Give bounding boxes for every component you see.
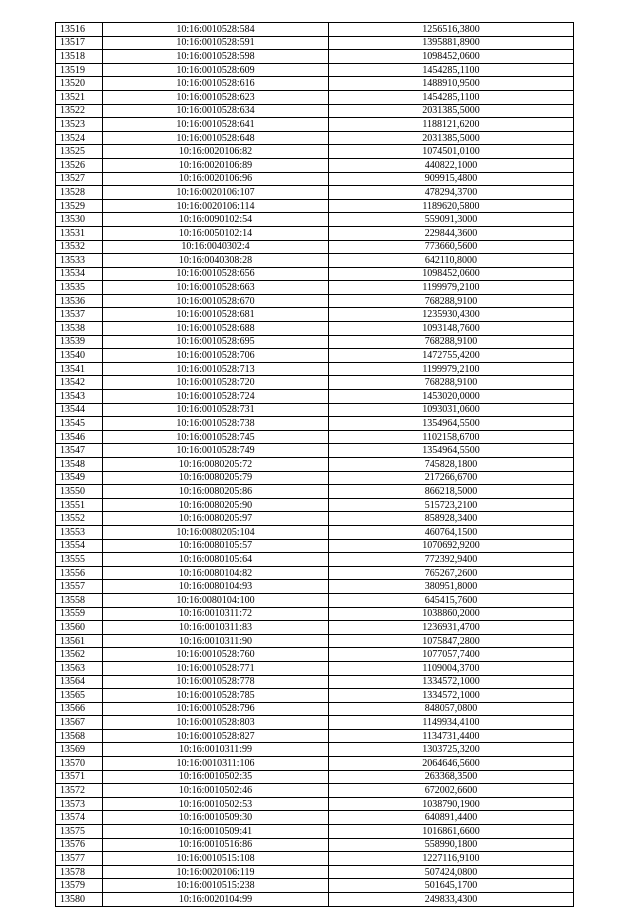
cadastral-value-cell: 507424,0800 (329, 865, 574, 879)
cadastral-number-cell: 10:16:0080104:93 (103, 580, 329, 594)
cadastral-number-cell: 10:16:0010528:760 (103, 648, 329, 662)
table-row (56, 444, 574, 458)
cadastral-value-cell: 1488910,9500 (329, 77, 574, 91)
cadastral-number-cell: 10:16:0020104:99 (103, 893, 329, 907)
cadastral-value-cell: 848057,0800 (329, 702, 574, 716)
table-row (56, 158, 574, 172)
table-row (56, 471, 574, 485)
table-row (56, 716, 574, 730)
cadastral-value-cell: 858928,3400 (329, 512, 574, 526)
row-number-cell: 13518 (56, 50, 103, 64)
table-row (56, 199, 574, 213)
table-row (56, 226, 574, 240)
table-row (56, 50, 574, 64)
table-row (56, 430, 574, 444)
cadastral-number-cell: 10:16:0010528:749 (103, 444, 329, 458)
cadastral-number-cell: 10:16:0010502:53 (103, 797, 329, 811)
cadastral-value-cell: 1453020,0000 (329, 390, 574, 404)
table-row (56, 566, 574, 580)
cadastral-number-cell: 10:16:0010528:785 (103, 689, 329, 703)
cadastral-value-cell: 1354964,5500 (329, 444, 574, 458)
table-row (56, 825, 574, 839)
row-number-cell: 13548 (56, 458, 103, 472)
table-row (56, 770, 574, 784)
row-number-cell: 13566 (56, 702, 103, 716)
cadastral-value-cell: 642110,8000 (329, 254, 574, 268)
table-row (56, 539, 574, 553)
table-row (56, 729, 574, 743)
row-number-cell: 13578 (56, 865, 103, 879)
cadastral-number-cell: 10:16:0010528:688 (103, 322, 329, 336)
row-number-cell: 13522 (56, 104, 103, 118)
cadastral-number-cell: 10:16:0010311:72 (103, 607, 329, 621)
row-number-cell: 13541 (56, 362, 103, 376)
cadastral-value-cell: 1334572,1000 (329, 675, 574, 689)
row-number-cell: 13563 (56, 661, 103, 675)
cadastral-value-cell: 672002,6600 (329, 784, 574, 798)
row-number-cell: 13555 (56, 553, 103, 567)
cadastral-number-cell: 10:16:0010502:46 (103, 784, 329, 798)
table-row (56, 213, 574, 227)
cadastral-number-cell: 10:16:0010311:99 (103, 743, 329, 757)
row-number-cell: 13543 (56, 390, 103, 404)
row-number-cell: 13527 (56, 172, 103, 186)
row-number-cell: 13552 (56, 512, 103, 526)
table-row (56, 512, 574, 526)
row-number-cell: 13573 (56, 797, 103, 811)
row-number-cell: 13540 (56, 349, 103, 363)
cadastral-number-cell: 10:16:0020106:82 (103, 145, 329, 159)
table-row (56, 240, 574, 254)
cadastral-value-cell: 2064646,5600 (329, 757, 574, 771)
table-row (56, 77, 574, 91)
row-number-cell: 13539 (56, 335, 103, 349)
row-number-cell: 13529 (56, 199, 103, 213)
cadastral-value-cell: 558990,1800 (329, 838, 574, 852)
row-number-cell: 13550 (56, 485, 103, 499)
row-number-cell: 13546 (56, 430, 103, 444)
cadastral-value-cell: 249833,4300 (329, 893, 574, 907)
table-row (56, 403, 574, 417)
table-row (56, 349, 574, 363)
cadastral-number-cell: 10:16:0010528:827 (103, 729, 329, 743)
cadastral-number-cell: 10:16:0010528:623 (103, 90, 329, 104)
cadastral-value-cell: 1354964,5500 (329, 417, 574, 431)
row-number-cell: 13569 (56, 743, 103, 757)
table-row (56, 63, 574, 77)
cadastral-number-cell: 10:16:0010515:238 (103, 879, 329, 893)
cadastral-value-cell: 2031385,5000 (329, 131, 574, 145)
table-row (56, 294, 574, 308)
cadastral-number-cell: 10:16:0010528:713 (103, 362, 329, 376)
table-row (56, 172, 574, 186)
table-row (56, 893, 574, 907)
table-row (56, 485, 574, 499)
cadastral-value-cell: 1134731,4400 (329, 729, 574, 743)
table-row (56, 661, 574, 675)
table-row (56, 852, 574, 866)
cadastral-number-cell: 10:16:0090102:54 (103, 213, 329, 227)
cadastral-value-cell: 1256516,3800 (329, 23, 574, 37)
cadastral-value-cell: 1109004,3700 (329, 661, 574, 675)
cadastral-number-cell: 10:16:0080205:86 (103, 485, 329, 499)
table-row (56, 879, 574, 893)
cadastral-number-cell: 10:16:0010528:591 (103, 36, 329, 50)
cadastral-value-cell: 478294,3700 (329, 186, 574, 200)
row-number-cell: 13572 (56, 784, 103, 798)
table-row (56, 607, 574, 621)
table-row (56, 757, 574, 771)
cadastral-value-cell: 745828,1800 (329, 458, 574, 472)
cadastral-number-cell: 10:16:0080104:82 (103, 566, 329, 580)
cadastral-number-cell: 10:16:0010528:648 (103, 131, 329, 145)
table-row (56, 308, 574, 322)
cadastral-number-cell: 10:16:0010528:656 (103, 267, 329, 281)
table-row (56, 580, 574, 594)
cadastral-number-cell: 10:16:0010528:670 (103, 294, 329, 308)
cadastral-value-cell: 1070692,9200 (329, 539, 574, 553)
cadastral-value-cell: 2031385,5000 (329, 104, 574, 118)
cadastral-number-cell: 10:16:0010509:41 (103, 825, 329, 839)
cadastral-value-cell: 1472755,4200 (329, 349, 574, 363)
row-number-cell: 13553 (56, 525, 103, 539)
cadastral-number-cell: 10:16:0010528:771 (103, 661, 329, 675)
cadastral-number-cell: 10:16:0020106:119 (103, 865, 329, 879)
row-number-cell: 13567 (56, 716, 103, 730)
cadastral-number-cell: 10:16:0040308:28 (103, 254, 329, 268)
row-number-cell: 13535 (56, 281, 103, 295)
row-number-cell: 13523 (56, 118, 103, 132)
table-row (56, 335, 574, 349)
table-row (56, 36, 574, 50)
cadastral-value-cell: 645415,7600 (329, 593, 574, 607)
cadastral-number-cell: 10:16:0080105:64 (103, 553, 329, 567)
row-number-cell: 13568 (56, 729, 103, 743)
row-number-cell: 13560 (56, 621, 103, 635)
table-row (56, 553, 574, 567)
cadastral-value-cell: 1038790,1900 (329, 797, 574, 811)
row-number-cell: 13564 (56, 675, 103, 689)
cadastral-value-cell: 773660,5600 (329, 240, 574, 254)
row-number-cell: 13524 (56, 131, 103, 145)
row-number-cell: 13519 (56, 63, 103, 77)
row-number-cell: 13551 (56, 498, 103, 512)
row-number-cell: 13533 (56, 254, 103, 268)
row-number-cell: 13549 (56, 471, 103, 485)
row-number-cell: 13559 (56, 607, 103, 621)
table-row (56, 675, 574, 689)
cadastral-number-cell: 10:16:0080105:57 (103, 539, 329, 553)
table-row (56, 621, 574, 635)
cadastral-value-cell: 380951,8000 (329, 580, 574, 594)
table-row (56, 838, 574, 852)
cadastral-value-cell: 1038860,2000 (329, 607, 574, 621)
table-row (56, 797, 574, 811)
cadastral-number-cell: 10:16:0010516:86 (103, 838, 329, 852)
cadastral-number-cell: 10:16:0010311:90 (103, 634, 329, 648)
row-number-cell: 13516 (56, 23, 103, 37)
table-row (56, 254, 574, 268)
cadastral-value-cell: 1016861,6600 (329, 825, 574, 839)
row-number-cell: 13526 (56, 158, 103, 172)
row-number-cell: 13530 (56, 213, 103, 227)
cadastral-value-cell: 1454285,1100 (329, 63, 574, 77)
table-row (56, 131, 574, 145)
cadastral-value-cell: 501645,1700 (329, 879, 574, 893)
cadastral-number-cell: 10:16:0010528:731 (103, 403, 329, 417)
row-number-cell: 13525 (56, 145, 103, 159)
cadastral-number-cell: 10:16:0010528:609 (103, 63, 329, 77)
row-number-cell: 13574 (56, 811, 103, 825)
cadastral-number-cell: 10:16:0010528:584 (103, 23, 329, 37)
table-row (56, 865, 574, 879)
row-number-cell: 13534 (56, 267, 103, 281)
row-number-cell: 13557 (56, 580, 103, 594)
cadastral-number-cell: 10:16:0020106:96 (103, 172, 329, 186)
cadastral-value-cell: 1093031,0600 (329, 403, 574, 417)
cadastral-number-cell: 10:16:0080104:100 (103, 593, 329, 607)
table-row (56, 648, 574, 662)
cadastral-number-cell: 10:16:0010502:35 (103, 770, 329, 784)
table-row (56, 145, 574, 159)
table-row (56, 458, 574, 472)
cadastral-value-cell: 640891,4400 (329, 811, 574, 825)
table-row (56, 634, 574, 648)
row-number-cell: 13554 (56, 539, 103, 553)
cadastral-number-cell: 10:16:0010311:106 (103, 757, 329, 771)
row-number-cell: 13520 (56, 77, 103, 91)
cadastral-value-cell: 1098452,0600 (329, 50, 574, 64)
row-number-cell: 13575 (56, 825, 103, 839)
table-row (56, 104, 574, 118)
cadastral-value-cell: 515723,2100 (329, 498, 574, 512)
cadastral-value-cell: 460764,1500 (329, 525, 574, 539)
cadastral-value-cell: 909915,4800 (329, 172, 574, 186)
cadastral-value-cell: 1093148,7600 (329, 322, 574, 336)
row-number-cell: 13536 (56, 294, 103, 308)
cadastral-value-cell: 768288,9100 (329, 335, 574, 349)
cadastral-value-cell: 1199979,2100 (329, 362, 574, 376)
row-number-cell: 13562 (56, 648, 103, 662)
cadastral-number-cell: 10:16:0020106:89 (103, 158, 329, 172)
cadastral-number-cell: 10:16:0010528:803 (103, 716, 329, 730)
cadastral-number-cell: 10:16:0020106:107 (103, 186, 329, 200)
row-number-cell: 13561 (56, 634, 103, 648)
cadastral-number-cell: 10:16:0010528:598 (103, 50, 329, 64)
cadastral-value-cell: 1188121,6200 (329, 118, 574, 132)
cadastral-number-cell: 10:16:0010311:83 (103, 621, 329, 635)
cadastral-number-cell: 10:16:0010528:706 (103, 349, 329, 363)
cadastral-value-cell: 1077057,7400 (329, 648, 574, 662)
row-number-cell: 13538 (56, 322, 103, 336)
cadastral-number-cell: 10:16:0010528:796 (103, 702, 329, 716)
cadastral-number-cell: 10:16:0010528:778 (103, 675, 329, 689)
cadastral-number-cell: 10:16:0080205:104 (103, 525, 329, 539)
cadastral-number-cell: 10:16:0010515:108 (103, 852, 329, 866)
cadastral-number-cell: 10:16:0080205:90 (103, 498, 329, 512)
row-number-cell: 13544 (56, 403, 103, 417)
row-number-cell: 13558 (56, 593, 103, 607)
cadastral-value-cell: 765267,2600 (329, 566, 574, 580)
cadastral-value-cell: 263368,3500 (329, 770, 574, 784)
table-body (56, 23, 574, 907)
cadastral-value-cell: 1334572,1000 (329, 689, 574, 703)
cadastral-number-cell: 10:16:0080205:97 (103, 512, 329, 526)
cadastral-number-cell: 10:16:0020106:114 (103, 199, 329, 213)
row-number-cell: 13547 (56, 444, 103, 458)
cadastral-number-cell: 10:16:0010528:745 (103, 430, 329, 444)
table-row (56, 90, 574, 104)
row-number-cell: 13528 (56, 186, 103, 200)
cadastral-number-cell: 10:16:0010528:641 (103, 118, 329, 132)
cadastral-value-cell: 1454285,1100 (329, 90, 574, 104)
cadastral-number-cell: 10:16:0010528:695 (103, 335, 329, 349)
cadastral-number-cell: 10:16:0010528:720 (103, 376, 329, 390)
cadastral-number-cell: 10:16:0080205:72 (103, 458, 329, 472)
cadastral-value-cell: 768288,9100 (329, 294, 574, 308)
cadastral-value-cell: 772392,9400 (329, 553, 574, 567)
table-row (56, 23, 574, 37)
table-row (56, 498, 574, 512)
table-row (56, 390, 574, 404)
row-number-cell: 13556 (56, 566, 103, 580)
cadastral-value-cell: 217266,6700 (329, 471, 574, 485)
cadastral-value-cell: 866218,5000 (329, 485, 574, 499)
row-number-cell: 13577 (56, 852, 103, 866)
table-row (56, 743, 574, 757)
cadastral-number-cell: 10:16:0010528:681 (103, 308, 329, 322)
table-row (56, 417, 574, 431)
table-row (56, 689, 574, 703)
cadastral-value-cell: 229844,3600 (329, 226, 574, 240)
table-row (56, 281, 574, 295)
table-row (56, 267, 574, 281)
cadastral-number-cell: 10:16:0010528:616 (103, 77, 329, 91)
table-row (56, 322, 574, 336)
row-number-cell: 13571 (56, 770, 103, 784)
cadastral-value-cell: 559091,3000 (329, 213, 574, 227)
cadastral-value-cell: 1189620,5800 (329, 199, 574, 213)
cadastral-value-cell: 768288,9100 (329, 376, 574, 390)
cadastral-value-cell: 1395881,8900 (329, 36, 574, 50)
cadastral-value-cell: 1199979,2100 (329, 281, 574, 295)
table-row (56, 118, 574, 132)
table-row (56, 702, 574, 716)
table-row (56, 362, 574, 376)
table-row (56, 593, 574, 607)
table-row (56, 376, 574, 390)
row-number-cell: 13570 (56, 757, 103, 771)
cadastral-value-cell: 1098452,0600 (329, 267, 574, 281)
cadastral-number-cell: 10:16:0010528:634 (103, 104, 329, 118)
cadastral-number-cell: 10:16:0050102:14 (103, 226, 329, 240)
row-number-cell: 13521 (56, 90, 103, 104)
cadastral-value-table (55, 22, 574, 907)
cadastral-value-cell: 440822,1000 (329, 158, 574, 172)
cadastral-value-cell: 1102158,6700 (329, 430, 574, 444)
cadastral-value-cell: 1074501,0100 (329, 145, 574, 159)
cadastral-value-cell: 1235930,4300 (329, 308, 574, 322)
cadastral-number-cell: 10:16:0080205:79 (103, 471, 329, 485)
cadastral-number-cell: 10:16:0010528:724 (103, 390, 329, 404)
cadastral-number-cell: 10:16:0040302:4 (103, 240, 329, 254)
cadastral-value-cell: 1303725,3200 (329, 743, 574, 757)
cadastral-number-cell: 10:16:0010509:30 (103, 811, 329, 825)
table-row (56, 186, 574, 200)
row-number-cell: 13565 (56, 689, 103, 703)
cadastral-value-cell: 1227116,9100 (329, 852, 574, 866)
row-number-cell: 13537 (56, 308, 103, 322)
cadastral-value-cell: 1236931,4700 (329, 621, 574, 635)
row-number-cell: 13545 (56, 417, 103, 431)
row-number-cell: 13532 (56, 240, 103, 254)
table-row (56, 784, 574, 798)
cadastral-value-cell: 1075847,2800 (329, 634, 574, 648)
row-number-cell: 13579 (56, 879, 103, 893)
cadastral-number-cell: 10:16:0010528:738 (103, 417, 329, 431)
row-number-cell: 13580 (56, 893, 103, 907)
row-number-cell: 13531 (56, 226, 103, 240)
cadastral-value-cell: 1149934,4100 (329, 716, 574, 730)
row-number-cell: 13542 (56, 376, 103, 390)
table-row (56, 525, 574, 539)
row-number-cell: 13517 (56, 36, 103, 50)
cadastral-number-cell: 10:16:0010528:663 (103, 281, 329, 295)
row-number-cell: 13576 (56, 838, 103, 852)
table-row (56, 811, 574, 825)
